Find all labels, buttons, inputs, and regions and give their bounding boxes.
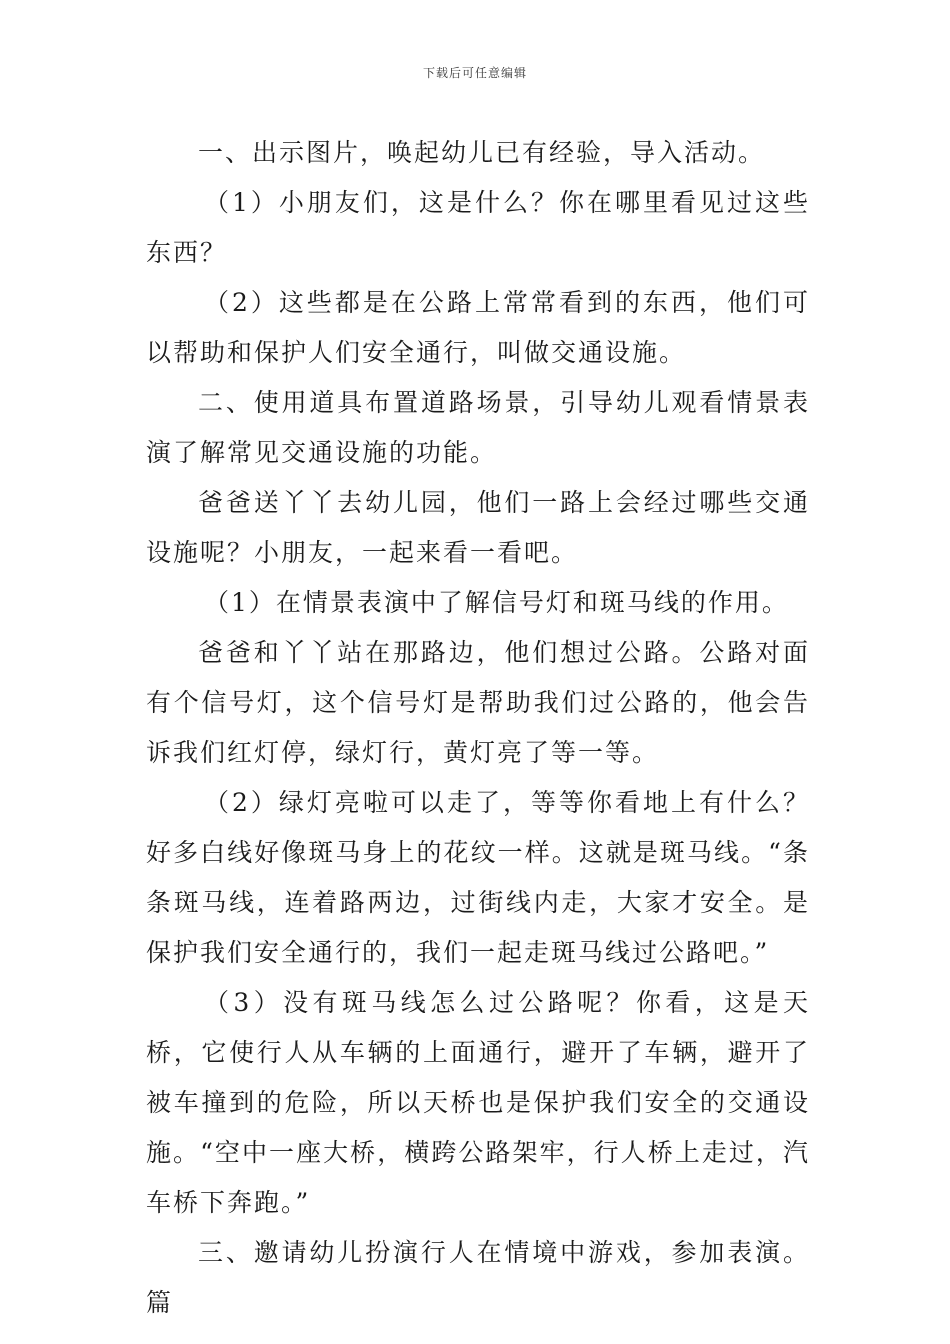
section-heading-3: 三、邀请幼儿扮演行人在情境中游戏，参加表演。篇 <box>146 1238 810 1317</box>
paragraph-story-intro: 爸爸送丫丫去幼儿园，他们一路上会经过哪些交通设施呢？小朋友，一起来看一看吧。 <box>146 488 810 567</box>
paragraph-overpass: （3）没有斑马线怎么过公路呢？你看，这是天桥，它使行人从车辆的上面通行，避开了车辆，避开了被车撞到的危险，所以天桥也是保护我们安全的交通设施。“空中一座大桥，横跨公路架牢，行人桥上走过，汽车桥下奔跑。” <box>146 988 810 1217</box>
paragraph-question-2: （2）这些都是在公路上常常看到的东西，他们可以帮助和保护人们安全通行，叫做交通设施。 <box>146 288 810 367</box>
paragraph-zebra-crossing: （2）绿灯亮啦可以走了，等等你看地上有什么？好多白线好像斑马身上的花纹一样。这就是斑马线。“条条斑马线，连着路两边，过街线内走，大家才安全。是保护我们安全通行的，我们一起走斑马线过公路吧。” <box>146 788 810 967</box>
page-header: 下载后可任意编辑 <box>422 66 527 80</box>
section-heading-2: 二、使用道具布置道路场景，引导幼儿观看情景表演了解常见交通设施的功能。 <box>146 388 810 467</box>
paragraph-question-1: （1）小朋友们，这是什么？你在哪里看见过这些东西？ <box>146 188 810 267</box>
section-heading-1: 一、出示图片，唤起幼儿已有经验，导入活动。 <box>198 138 766 167</box>
paragraph-subitem-1: （1）在情景表演中了解信号灯和斑马线的作用。 <box>204 588 789 617</box>
document-body <box>146 128 810 1328</box>
paragraph-traffic-light: 爸爸和丫丫站在那路边，他们想过公路。公路对面有个信号灯，这个信号灯是帮助我们过公路的，他会告诉我们红灯停，绿灯行，黄灯亮了等一等。 <box>146 638 810 767</box>
